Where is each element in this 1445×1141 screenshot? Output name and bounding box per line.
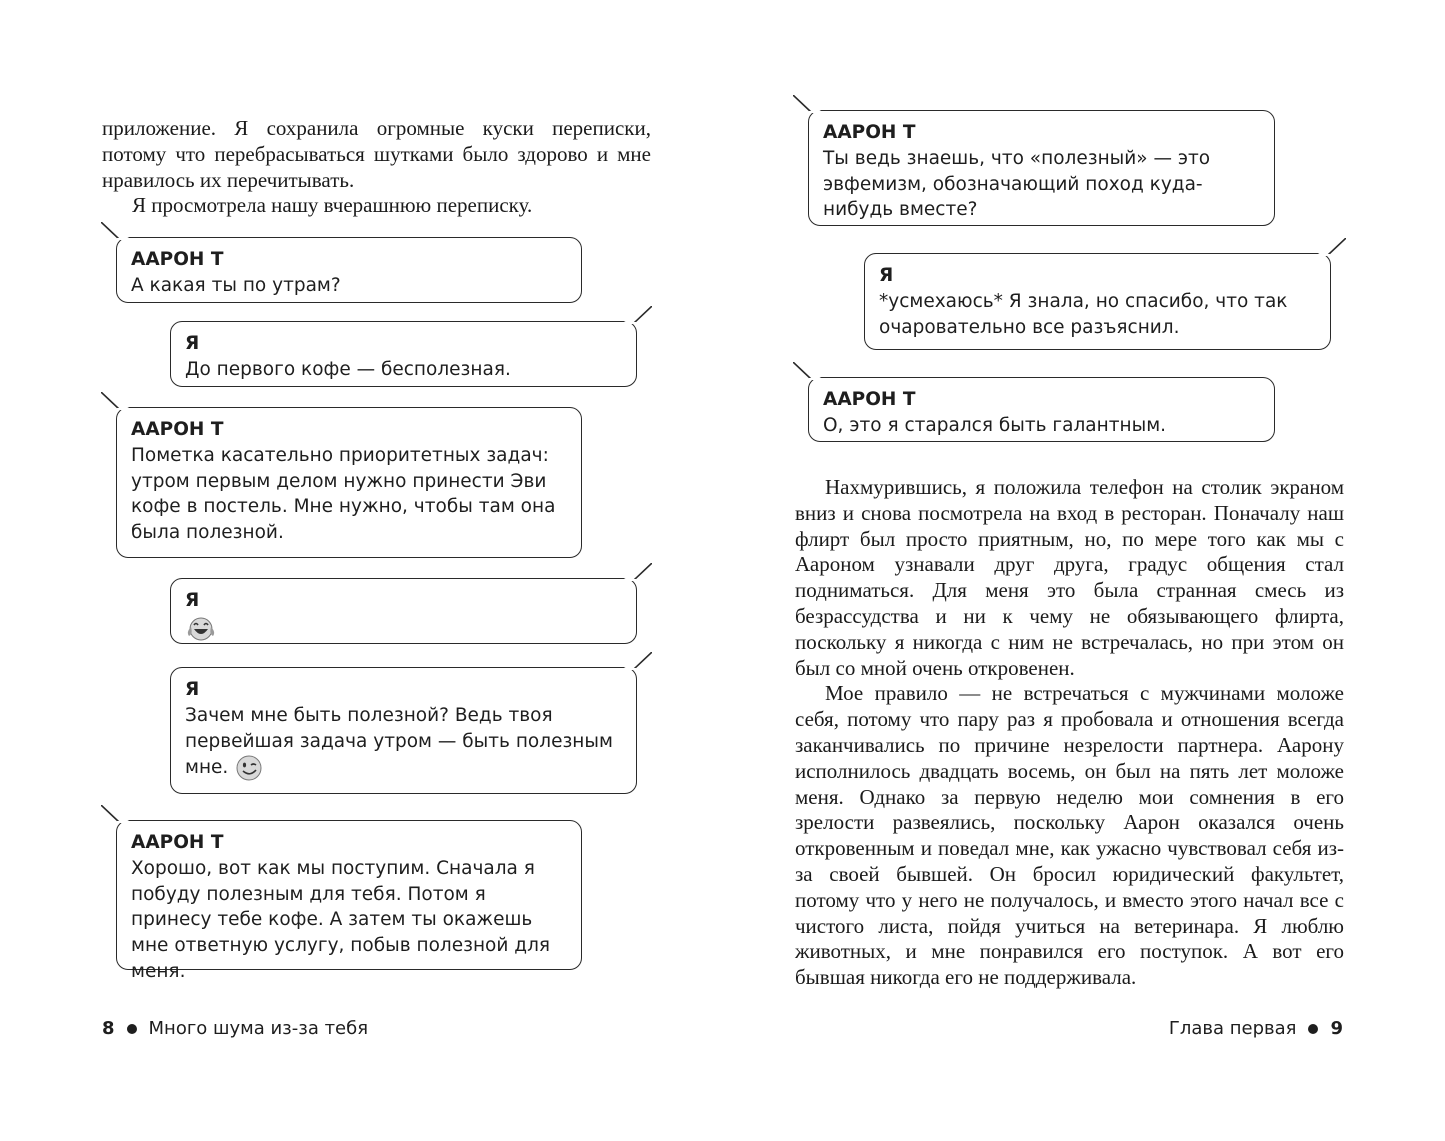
right-body-text [795,475,1344,991]
bubble-tail [793,95,823,113]
bubble-tail [101,392,131,410]
message-sender: Я [185,333,200,354]
bubble-tail [622,306,652,324]
message-bubble-incoming [116,237,582,303]
message-sender: ААРОН Т [823,122,916,143]
running-header-title: Много шума из-за тебя [148,1018,369,1039]
message-bubble-incoming [808,110,1275,226]
bubble-tail [622,652,652,670]
left-intro-text [102,116,651,219]
message-sender: Я [185,679,200,700]
laughing-tears-emoji [185,614,217,642]
message-bubble-outgoing [170,321,637,387]
message-sender: Я [185,590,200,611]
message-sender: ААРОН Т [131,832,224,853]
message-bubble-outgoing [170,667,637,794]
message-bubble-outgoing [170,578,637,644]
message-sender: ААРОН Т [131,419,224,440]
message-sender: Я [879,265,894,286]
paragraph: Мое правило — не встречаться с мужчинами моложе себя, потому что пару раз я пробовала и отношения всегда заканчивались по причине незрелости партнера. Аарону исполнилось двадцать восемь, он был на пять лет моложе меня. Однако за первую неделю мои сомнения в его зрелости развеялись, поскольку Аарон оказался очень откровенным и поведал мне, как ужасно чувствовал себя из-за своей бывшей. Он бросил юридический факультет, потому что у него не получалось, и вместо этого начал все с чистого листа, пойдя учиться на ветеринара. Я люблю животных, и мне понравился его поступок. А вот его бывшая никогда его не поддерживала. [795,681,1344,990]
page-number: 9 [1330,1018,1343,1039]
message-bubble-incoming [116,407,582,558]
page-number: 8 [102,1018,115,1039]
bullet-dot [127,1024,137,1034]
message-bubble-incoming [116,820,582,982]
message-text: Хорошо, вот как мы поступим. Сначала я побуду полезным для тебя. Потом я принесу тебе кофе. А затем ты окажешь мне ответную услугу, побыв полезной для меня. [131,857,551,982]
paragraph: приложение. Я сохранила огромные куски переписки, потому что перебрасываться шутками было здорово и мне нравилось их перечитывать. [102,116,651,192]
message-emoji-line [185,614,622,642]
bubble-tail [101,805,131,823]
message-sender: ААРОН Т [823,389,916,410]
running-header-title: Глава первая [1168,1018,1297,1039]
message-text: А какая ты по утрам? [131,274,341,296]
left-page-footer [102,1018,368,1039]
message-text: *усмехаюсь* Я знала, но спасибо, что так очаровательно все разъяснил. [879,290,1288,338]
bubble-tail [101,222,131,240]
paragraph: Я просмотрела нашу вчерашнюю переписку. [132,193,533,218]
winking-emoji [234,754,264,782]
bubble-tail [793,362,823,380]
right-page-footer [1169,1018,1343,1039]
message-bubble-outgoing [864,253,1331,350]
message-text: До первого кофе — бесполезная. [185,358,511,380]
message-text: Ты ведь знаешь, что «полезный» — это эвфемизм, обозначающий поход куда-нибудь вместе? [823,147,1211,221]
bullet-dot [1308,1024,1318,1034]
message-text: Пометка касательно приоритетных задач: утром первым делом нужно принести Эви кофе в постель. Мне нужно, чтобы там она была полезной. [131,444,556,544]
message-bubble-incoming [808,377,1275,442]
message-sender: ААРОН Т [131,249,224,270]
message-text: Зачем мне быть полезной? Ведь твоя первейшая задача утром — быть полезным мне. [185,704,613,779]
bubble-tail [1316,238,1346,256]
message-text: О, это я старался быть галантным. [823,414,1167,436]
paragraph: Нахмурившись, я положила телефон на столик экраном вниз и снова посмотрела на вход в ресторан. Поначалу наш флирт был просто приятным, но, по мере того как мы с Аароном узнавали друг друга, градус общения стал подниматься. Для меня это была странная смесь из безрассудства и ни к чему не обязывающего флирта, поскольку я никогда с ним не встречалась, но при этом он был со мной очень откровенен. [795,475,1344,680]
bubble-tail [622,563,652,581]
